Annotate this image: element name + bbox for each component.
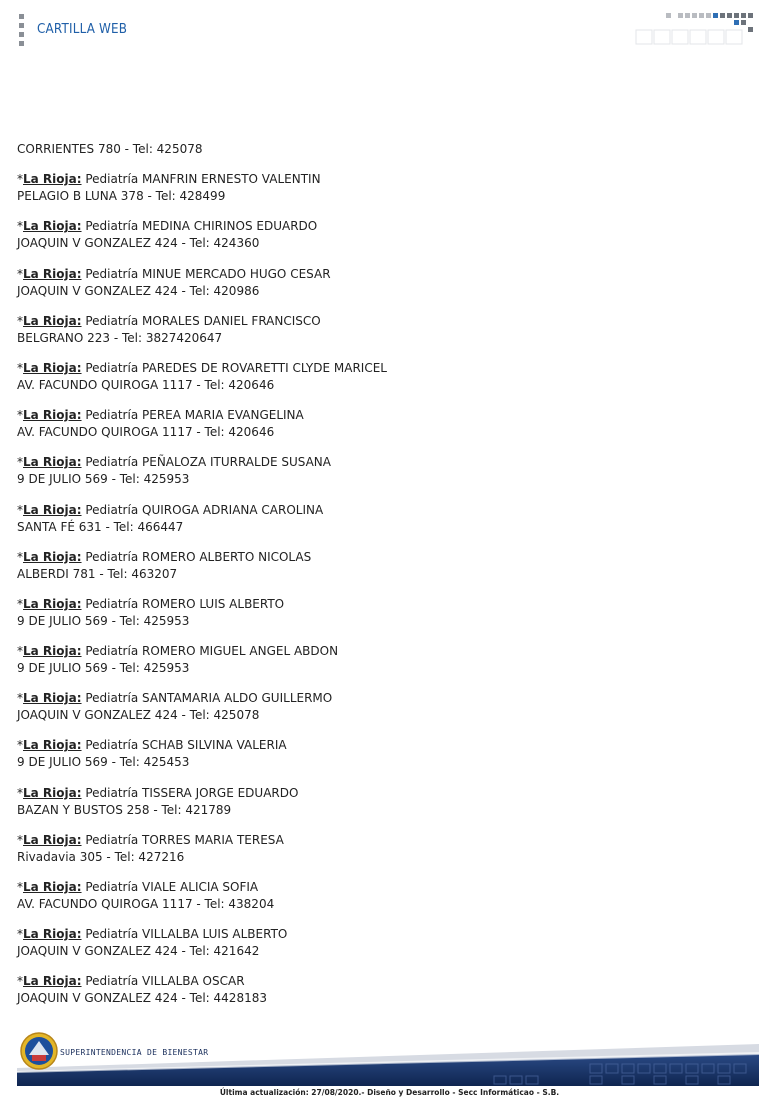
entry-location: La Rioja: [23,455,82,470]
entry-doctor-name: TORRES MARIA TERESA [142,832,284,847]
header-accent-bar [19,14,24,46]
entry-prefix: * [17,549,23,564]
entry-heading [17,973,737,990]
entry-heading [17,596,737,613]
entry-doctor-name: SCHAB SILVINA VALERIA [142,738,287,753]
footer-organization-name: SUPERINTENDENCIA DE BIENESTAR [60,1048,209,1057]
entry-prefix: * [17,596,23,611]
entry-address: JOAQUIN V GONZALEZ 424 - Tel: 4428183 [17,991,267,1006]
entry-heading [17,266,737,283]
entry-specialty: Pediatría [85,880,139,894]
entry-doctor-name: VILLALBA OSCAR [142,974,245,989]
entry-address: AV. FACUNDO QUIROGA 1117 - Tel: 420646 [17,377,275,392]
entry-specialty: Pediatría [85,832,139,847]
entry-specialty: Pediatría [85,408,139,423]
list-item [17,313,737,347]
entry-doctor-name: TISSERA JORGE EDUARDO [142,785,299,800]
entry-doctor-name: PEÑALOZA ITURRALDE SUSANA [142,455,331,470]
entry-specialty: Pediatría [85,502,139,517]
list-item [17,171,737,205]
entry-heading [17,926,737,943]
entry-prefix: * [17,691,23,706]
list-item [17,549,737,583]
entry-heading [17,407,737,424]
entry-prefix: * [17,644,23,659]
entry-location: La Rioja: [23,313,82,328]
entry-prefix: * [17,832,23,847]
entry-address: BELGRANO 223 - Tel: 3827420647 [17,330,223,345]
entry-specialty: Pediatría [85,691,139,706]
entry-specialty: Pediatría [85,644,139,659]
entry-doctor-name: PEREA MARIA EVANGELINA [142,408,304,423]
entry-address: JOAQUIN V GONZALEZ 424 - Tel: 424360 [17,236,260,251]
entry-specialty: Pediatría [85,785,139,800]
entry-location: La Rioja: [23,785,82,800]
entry-doctor-name: ROMERO MIGUEL ANGEL ABDON [142,644,339,659]
list-item [17,926,737,960]
entry-specialty: Pediatría [85,738,139,753]
entry-location: La Rioja: [23,880,82,894]
entry-heading [17,785,737,802]
entry-address: BAZAN Y BUSTOS 258 - Tel: 421789 [17,802,232,817]
entry-heading [17,832,737,849]
entry-address: 9 DE JULIO 569 - Tel: 425953 [17,472,190,487]
list-item [17,502,737,536]
entry-doctor-name: PAREDES DE ROVARETTI CLYDE MARICEL [142,360,387,375]
last-update-note: Última actualización: 27/08/2020.- Diseño y Desarrollo - Secc Informáticao - S.B. [219,1088,560,1097]
entry-doctor-name: MEDINA CHIRINOS EDUARDO [142,219,318,234]
entry-prefix: * [17,502,23,517]
institution-seal-icon [20,1032,58,1070]
entry-address: 9 DE JULIO 569 - Tel: 425953 [17,661,190,676]
entry-doctor-name: VIALE ALICIA SOFIA [142,880,259,894]
entry-address: JOAQUIN V GONZALEZ 424 - Tel: 420986 [17,283,260,298]
entry-heading [17,502,737,519]
continued-address: CORRIENTES 780 - Tel: 425078 [17,142,203,156]
entry-heading [17,454,737,471]
entry-prefix: * [17,880,23,894]
entry-address: Rivadavia 305 - Tel: 427216 [17,849,185,864]
entry-location: La Rioja: [23,360,82,375]
list-item [17,785,737,819]
entry-specialty: Pediatría [85,927,139,942]
entry-specialty: Pediatría [85,360,139,375]
list-item [17,407,737,441]
entry-prefix: * [17,219,23,234]
entry-location: La Rioja: [23,172,82,187]
entry-address: 9 DE JULIO 569 - Tel: 425953 [17,613,190,628]
entry-address: JOAQUIN V GONZALEZ 424 - Tel: 421642 [17,944,260,959]
list-item [17,973,737,1007]
entry-heading [17,690,737,707]
entry-prefix: * [17,408,23,423]
entry-specialty: Pediatría [85,219,139,234]
entry-address: JOAQUIN V GONZALEZ 424 - Tel: 425078 [17,708,260,723]
entry-prefix: * [17,785,23,800]
entry-heading [17,360,737,377]
entry-doctor-name: ROMERO ALBERTO NICOLAS [142,549,312,564]
entry-specialty: Pediatría [85,596,139,611]
entry-doctor-name: MINUE MERCADO HUGO CESAR [142,266,331,281]
entry-location: La Rioja: [23,408,82,423]
entry-prefix: * [17,172,23,187]
entry-doctor-name: ROMERO LUIS ALBERTO [142,596,285,611]
entry-doctor-name: SANTAMARIA ALDO GUILLERMO [142,691,333,706]
list-item [17,596,737,630]
entry-doctor-name: MANFRIN ERNESTO VALENTIN [142,172,321,187]
entry-specialty: Pediatría [85,549,139,564]
entry-address: AV. FACUNDO QUIROGA 1117 - Tel: 438204 [17,897,275,911]
entry-heading [17,879,737,896]
entry-heading [17,313,737,330]
list-item [17,266,737,300]
entry-location: La Rioja: [23,502,82,517]
entry-doctor-name: MORALES DANIEL FRANCISCO [142,313,321,328]
entry-specialty: Pediatría [85,266,139,281]
entry-doctor-name: QUIROGA ADRIANA CAROLINA [142,502,324,517]
entry-prefix: * [17,455,23,470]
entry-location: La Rioja: [23,549,82,564]
list-item [17,690,737,724]
entry-prefix: * [17,927,23,942]
entry-address: PELAGIO B LUNA 378 - Tel: 428499 [17,189,226,204]
entry-prefix: * [17,974,23,989]
entry-location: La Rioja: [23,219,82,234]
entry-doctor-name: VILLALBA LUIS ALBERTO [142,927,288,942]
entry-prefix: * [17,313,23,328]
entry-address: 9 DE JULIO 569 - Tel: 425453 [17,755,190,770]
list-item [17,643,737,677]
directory-listing [17,141,737,1021]
entry-address: ALBERDI 781 - Tel: 463207 [17,566,178,581]
entry-location: La Rioja: [23,644,82,659]
entry-specialty: Pediatría [85,313,139,328]
entry-specialty: Pediatría [85,974,139,989]
entry-heading [17,171,737,188]
list-item [17,832,737,866]
list-item [17,218,737,252]
page-title: CARTILLA WEB [37,22,128,37]
entry-location: La Rioja: [23,266,82,281]
list-item [17,737,737,771]
entry-heading [17,549,737,566]
list-item [17,879,737,913]
entry-address: SANTA FÉ 631 - Tel: 466447 [17,519,184,534]
entry-heading [17,218,737,235]
entry-location: La Rioja: [23,974,82,989]
entry-heading [17,737,737,754]
entry-location: La Rioja: [23,738,82,753]
entry-heading [17,643,737,660]
header-decoration-squares [634,0,759,50]
list-item [17,360,737,394]
entry-prefix: * [17,738,23,753]
list-item [17,454,737,488]
entry-specialty: Pediatría [85,455,139,470]
entry-address: AV. FACUNDO QUIROGA 1117 - Tel: 420646 [17,425,275,440]
entry-location: La Rioja: [23,596,82,611]
entry-prefix: * [17,266,23,281]
entry-prefix: * [17,360,23,375]
entry-location: La Rioja: [23,691,82,706]
entry-specialty: Pediatría [85,172,139,187]
entries-list [17,171,737,1007]
entry-location: La Rioja: [23,832,82,847]
entry-location: La Rioja: [23,927,82,942]
